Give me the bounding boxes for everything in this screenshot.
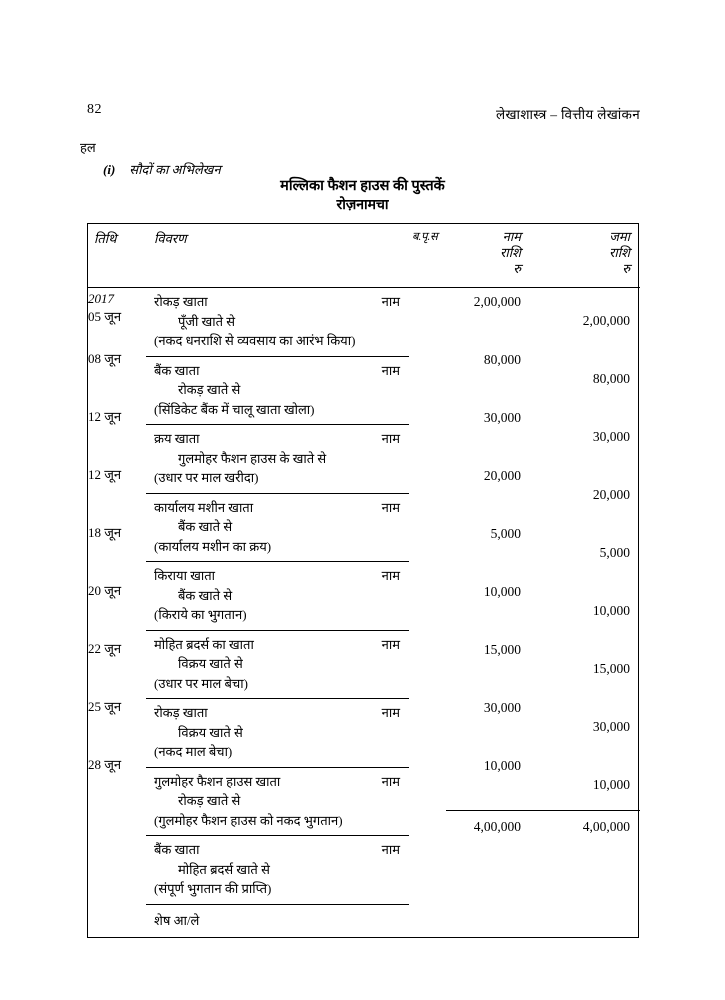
credit-amount-cell xyxy=(531,346,640,404)
credit-amount-value: 30,000 xyxy=(592,719,630,734)
journal-date: 22 जून xyxy=(88,641,122,656)
journal-table xyxy=(88,224,640,937)
credit-header-line3: रु xyxy=(622,261,630,276)
narration-text: (सिंडिकेट बैंक में चालू खाता खोला) xyxy=(154,401,315,417)
credit-amount-cell xyxy=(531,636,640,694)
debit-amount-cell xyxy=(446,694,531,752)
credit-account-name: गुलमोहर फैशन हाउस के खाते से xyxy=(178,450,327,466)
debit-account-name: किराया खाता xyxy=(154,568,215,583)
journal-particulars-cell xyxy=(146,836,409,905)
debit-amount-cell xyxy=(446,636,531,694)
journal-date-cell xyxy=(88,462,146,520)
credit-amount-cell xyxy=(531,694,640,752)
journal-date: 12 जून xyxy=(88,467,122,482)
journal-body-row xyxy=(88,288,640,937)
total-label: शेष आ/ले xyxy=(154,912,200,928)
credit-amount-cell xyxy=(531,578,640,636)
journal-particulars-cell xyxy=(146,562,409,631)
total-debit-cell: 4,00,000 xyxy=(446,810,531,842)
journal-date: 05 जून xyxy=(88,309,122,324)
narration-text: (उधार पर माल बेचा) xyxy=(154,675,248,691)
debit-account-name: रोकड़ खाता xyxy=(154,294,208,309)
credit-amount-value: 2,00,000 xyxy=(582,313,630,328)
journal-table-wrapper xyxy=(87,223,639,938)
journal-date: 28 जून xyxy=(88,757,122,772)
debit-indicator: नाम xyxy=(381,362,400,378)
page-title: मल्लिका फैशन हाउस की पुस्तकें xyxy=(280,178,445,194)
credit-amount-value: 10,000 xyxy=(592,777,630,792)
page-number: 82 xyxy=(87,102,102,117)
journal-date-cell xyxy=(88,520,146,578)
debit-amount-cell xyxy=(446,288,531,346)
credit-account-name: विक्रय खाते से xyxy=(178,656,243,671)
debit-indicator: नाम xyxy=(381,568,400,583)
debit-amount-value: 2,00,000 xyxy=(473,294,521,309)
debit-amount-cell xyxy=(446,404,531,462)
ledger-folio-column xyxy=(409,288,446,937)
credit-account-name: विक्रय खाते से xyxy=(178,724,243,740)
debit-account-name: क्रय खाता xyxy=(154,431,200,446)
credit-amount-cell xyxy=(531,520,640,578)
journal-date-cell xyxy=(88,288,146,346)
narration-text: (नकद माल बेचा) xyxy=(154,744,233,759)
journal-particulars-cell xyxy=(146,425,409,494)
date-column xyxy=(88,288,146,937)
column-header-credit-amount xyxy=(531,224,640,288)
debit-indicator: नाम xyxy=(381,431,400,446)
narration-text: (नकद धनराशि से व्यवसाय का आरंभ किया) xyxy=(154,333,356,348)
column-header-date: तिथि xyxy=(88,224,146,288)
title-block xyxy=(0,176,725,215)
column-header-particulars: विवरण xyxy=(146,224,409,288)
total-date-cell xyxy=(88,810,146,842)
debit-amount-value: 20,000 xyxy=(483,468,521,483)
debit-amount-value: 15,000 xyxy=(483,642,521,657)
debit-account-name: मोहित ब्रदर्स का खाता xyxy=(154,636,254,652)
journal-date: 12 जून xyxy=(88,409,122,424)
debit-amount-column xyxy=(446,288,531,937)
credit-account-name: रोकड़ खाते से xyxy=(178,793,241,808)
journal-date-cell xyxy=(88,346,146,404)
debit-amount-value: 80,000 xyxy=(483,352,521,367)
debit-amount-cell xyxy=(446,578,531,636)
narration-text: (उधार पर माल खरीदा) xyxy=(154,470,259,485)
journal-date-cell xyxy=(88,752,146,810)
credit-header-line2: राशि xyxy=(609,245,630,260)
column-header-ledger-folio: ब.पृ.स xyxy=(409,224,446,288)
debit-account-name: गुलमोहर फैशन हाउस खाता xyxy=(154,773,281,789)
credit-account-name: पूँजी खाते से xyxy=(178,313,236,329)
credit-amount-value: 10,000 xyxy=(592,603,630,618)
journal-date: 20 जून xyxy=(88,583,122,598)
debit-indicator: नाम xyxy=(381,705,400,720)
journal-header-row xyxy=(88,224,640,288)
debit-amount-cell xyxy=(446,752,531,810)
debit-account-name: कार्यालय मशीन खाता xyxy=(154,499,254,515)
journal-particulars-cell xyxy=(146,288,409,357)
journal-particulars-cell xyxy=(146,631,409,700)
narration-text: (संपूर्ण भुगतान की प्राप्ति) xyxy=(154,881,272,896)
credit-amount-cell xyxy=(531,462,640,520)
credit-account-name: बैंक खाते से xyxy=(178,519,233,534)
credit-header-line1: जमा xyxy=(609,229,630,244)
debit-account-name: बैंक खाता xyxy=(154,842,200,857)
journal-particulars-cell xyxy=(146,699,409,768)
solution-label: हल xyxy=(80,140,96,155)
debit-amount-value: 30,000 xyxy=(483,410,521,425)
journal-date: 25 जून xyxy=(88,699,122,714)
credit-amount-column xyxy=(531,288,640,937)
narration-text: (कार्यालय मशीन का क्रय) xyxy=(154,538,272,554)
column-header-debit-amount xyxy=(446,224,531,288)
running-head: लेखाशास्त्र – वित्तीय लेखांकन xyxy=(496,107,640,122)
journal-particulars-cell xyxy=(146,494,409,563)
journal-date-cell xyxy=(88,694,146,752)
debit-amount-value: 10,000 xyxy=(483,758,521,773)
journal-date-cell xyxy=(88,404,146,462)
debit-amount-cell xyxy=(446,346,531,404)
debit-indicator: नाम xyxy=(381,636,400,652)
narration-text: (किराये का भुगतान) xyxy=(154,607,247,622)
debit-amount-value: 30,000 xyxy=(483,700,521,715)
total-credit-cell: 4,00,000 xyxy=(531,810,640,842)
page-subtitle: रोज़नामचा xyxy=(336,198,389,213)
credit-account-name: बैंक खाते से xyxy=(178,587,233,603)
credit-account-name: मोहित ब्रदर्स खाते से xyxy=(178,861,270,877)
journal-date-cell xyxy=(88,578,146,636)
solution-item-text: सौदों का अभिलेखन xyxy=(129,162,221,177)
journal-date: 18 जून xyxy=(88,525,122,540)
credit-amount-cell xyxy=(531,288,640,346)
credit-amount-cell xyxy=(531,752,640,810)
debit-indicator: नाम xyxy=(381,842,400,857)
debit-account-name: रोकड़ खाता xyxy=(154,705,208,720)
debit-amount-value: 5,000 xyxy=(490,526,521,541)
debit-indicator: नाम xyxy=(381,294,400,309)
debit-header-line3: रु xyxy=(513,261,521,276)
credit-account-name: रोकड़ खाते से xyxy=(178,382,241,397)
debit-amount-cell xyxy=(446,520,531,578)
debit-indicator: नाम xyxy=(381,773,400,789)
particulars-column xyxy=(146,288,409,937)
debit-amount-value: 10,000 xyxy=(483,584,521,599)
debit-indicator: नाम xyxy=(381,499,400,515)
journal-date-cell xyxy=(88,636,146,694)
solution-item-number: (i) xyxy=(103,162,116,177)
credit-amount-value: 5,000 xyxy=(599,545,630,560)
narration-text: (गुलमोहर फैशन हाउस को नकद भुगतान) xyxy=(154,812,343,828)
journal-particulars-cell xyxy=(146,768,409,837)
credit-amount-value: 15,000 xyxy=(592,661,630,676)
journal-particulars-cell xyxy=(146,357,409,426)
debit-account-name: बैंक खाता xyxy=(154,362,200,378)
debit-header-line2: राशि xyxy=(500,245,521,260)
credit-amount-value: 20,000 xyxy=(592,487,630,502)
debit-amount-cell xyxy=(446,462,531,520)
credit-amount-value: 80,000 xyxy=(592,371,630,386)
journal-date: 08 जून xyxy=(88,351,122,366)
journal-year: 2017 xyxy=(88,291,114,306)
credit-amount-cell xyxy=(531,404,640,462)
debit-header-line1: नाम xyxy=(502,229,521,244)
credit-amount-value: 30,000 xyxy=(592,429,630,444)
total-label-cell xyxy=(146,905,409,937)
